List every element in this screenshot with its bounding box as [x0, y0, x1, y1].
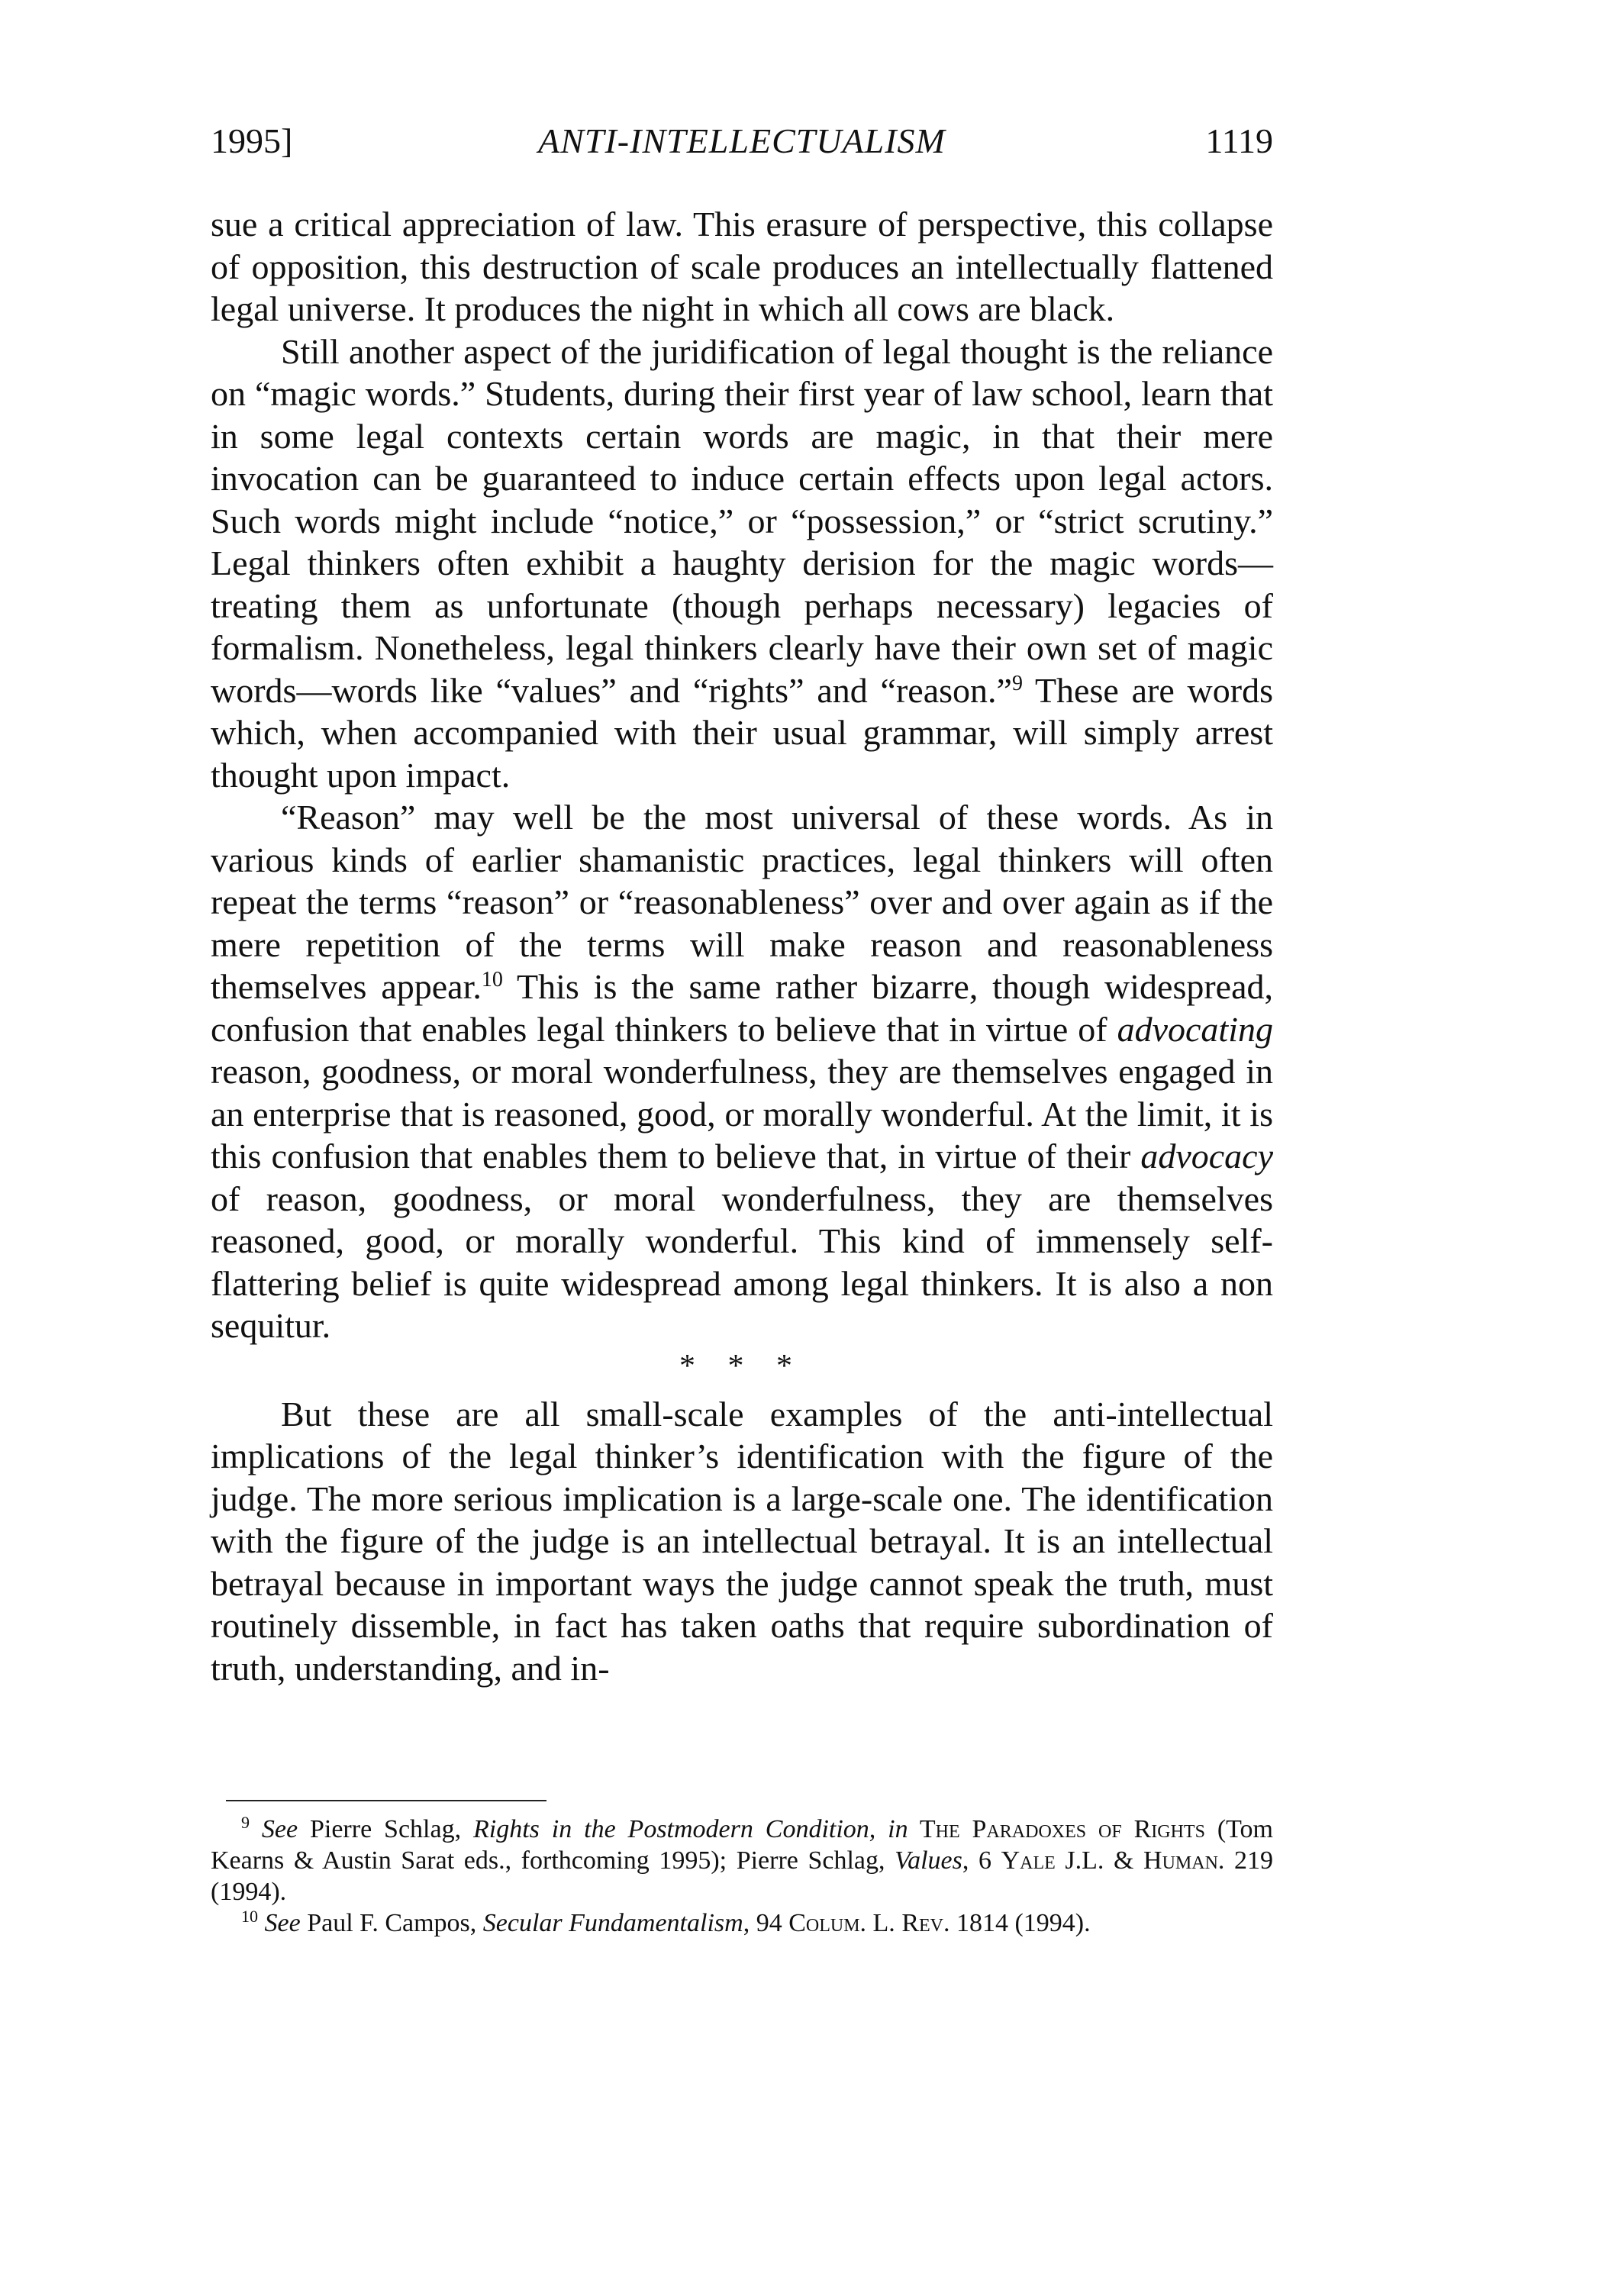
footnote-10-title: Secular Fundamentalism — [482, 1909, 743, 1937]
paragraph-continued: sue a critical appreciation of law. This erasure of perspective, this collapse of opposition, this destruction of scale produces an intellectually flattened legal universe. It produces the night in which all cows are black. — [211, 205, 1273, 328]
footnote-9-see: See — [261, 1815, 298, 1843]
running-head-title: ANTI-INTELLECTUALISM — [538, 121, 946, 160]
footnote-9-text-b: (Tom Kearns & Austin Sarat eds., forthcoming 1995); Pierre Schlag, — [211, 1815, 1274, 1875]
footnote-9-journal-a: Yale — [1001, 1846, 1056, 1875]
footnote-9-text-d: J.L. & — [1055, 1846, 1144, 1875]
body-text — [211, 203, 1273, 1689]
paragraph-reason-text-b: This is the same rather bizarre, though widespread, confusion that enables legal thinkers to believe that in virtue of — [211, 967, 1274, 1049]
footnote-10-see: See — [264, 1909, 301, 1937]
footnote-9-text-c: , 6 — [962, 1846, 1001, 1875]
footnote-9-marker: 9 — [241, 1813, 250, 1832]
footnote-10-text-c: L. — [866, 1909, 902, 1937]
footnote-10-text-b: , 94 — [743, 1909, 789, 1937]
emphasis-advocating: advocating — [1117, 1009, 1273, 1049]
footnote-9-text-e: 219 (1994). — [211, 1846, 1274, 1906]
paragraph-reason-text-a: “Reason” may well be the most universal of these words. As in various kinds of earlier shamanistic practices, legal thinkers will often repeat the terms “reason” or “reasonableness” over and over again as if the mere repetition of the terms will make reason and reasonableness themselves appear. — [211, 798, 1273, 1006]
page-content — [211, 114, 1273, 1689]
footnote-9-book-title: The Paradoxes of Rights — [908, 1815, 1205, 1843]
footnote-9 — [211, 1814, 1273, 1907]
emphasis-advocacy: advocacy — [1140, 1137, 1273, 1175]
footnote-ref-9[interactable]: 9 — [1011, 671, 1023, 695]
paragraph-magic-words-text-b: These are words which, when accompanied with their usual grammar, will simply arrest thought upon impact. — [211, 670, 1273, 795]
paragraph-reason — [211, 796, 1273, 1347]
footnote-ref-10[interactable]: 10 — [481, 968, 503, 992]
footnote-divider — [226, 1800, 546, 1801]
footnote-9-text-a: Pierre Schlag, — [298, 1815, 473, 1843]
footnote-10-marker: 10 — [241, 1907, 258, 1926]
running-head — [211, 114, 1273, 168]
footnote-10-journal-a: Colum. — [788, 1909, 867, 1937]
paragraph-magic-words — [211, 331, 1273, 797]
footnote-9-title-b: Values — [895, 1846, 962, 1875]
section-break: * * * — [679, 1348, 804, 1384]
paragraph-betrayal: But these are all small-scale examples of the anti-intellectual implications of the legal thinker’s identification with the figure of the judge. The more serious implication is a large-scale one. The identification with the figure of the judge is an intellectual betrayal. It is an intellectual betrayal because in important ways the judge cannot speak the truth, must routinely dissemble, in fact has taken oaths that require subordination of truth, understanding, and in- — [211, 1394, 1273, 1688]
running-head-year: 1995] — [211, 121, 293, 160]
page-number: 1119 — [1205, 121, 1273, 160]
footnote-10-journal-b: Rev. — [901, 1909, 950, 1937]
footnote-10-text-a: Paul F. Campos, — [300, 1909, 483, 1937]
footnote-10-text-d: 1814 (1994). — [949, 1909, 1091, 1937]
paragraph-reason-text-c: reason, goodness, or moral wonderfulness, they are themselves engaged in an enterprise that is reasoned, good, or morally wonderful. At the limit, it is this confusion that enables them to believe that, in virtue of their — [211, 1052, 1273, 1175]
paragraph-reason-text-d: of reason, goodness, or moral wonderfulness, they are themselves reasoned, good, or morally wonderful. This kind of immensely self-flattering belief is quite widespread among legal thinkers. It is also a non sequitur. — [211, 1179, 1273, 1345]
footnote-9-journal-b: Human. — [1143, 1846, 1225, 1875]
paragraph-magic-words-text-a: Still another aspect of the juridification of legal thought is the reliance on “magic words.” Students, during their first year of law school, learn that in some legal contexts certain words are magic, in that their mere invocation can be guaranteed to induce certain effects upon legal actors. Such words might include “notice,” or “possession,” or “strict scrutiny.” Legal thinkers often exhibit a haughty derision for the magic words—treating them as unfortunate (though perhaps necessary) legacies of formalism. Nonetheless, legal thinkers clearly have their own set of magic words—words like “values” and “rights” and “reason.” — [211, 331, 1273, 710]
footnote-9-title-a: Rights in the Postmodern Condition, in — [473, 1815, 908, 1843]
footnote-10 — [211, 1907, 1273, 1939]
footnotes — [211, 1800, 1273, 1939]
